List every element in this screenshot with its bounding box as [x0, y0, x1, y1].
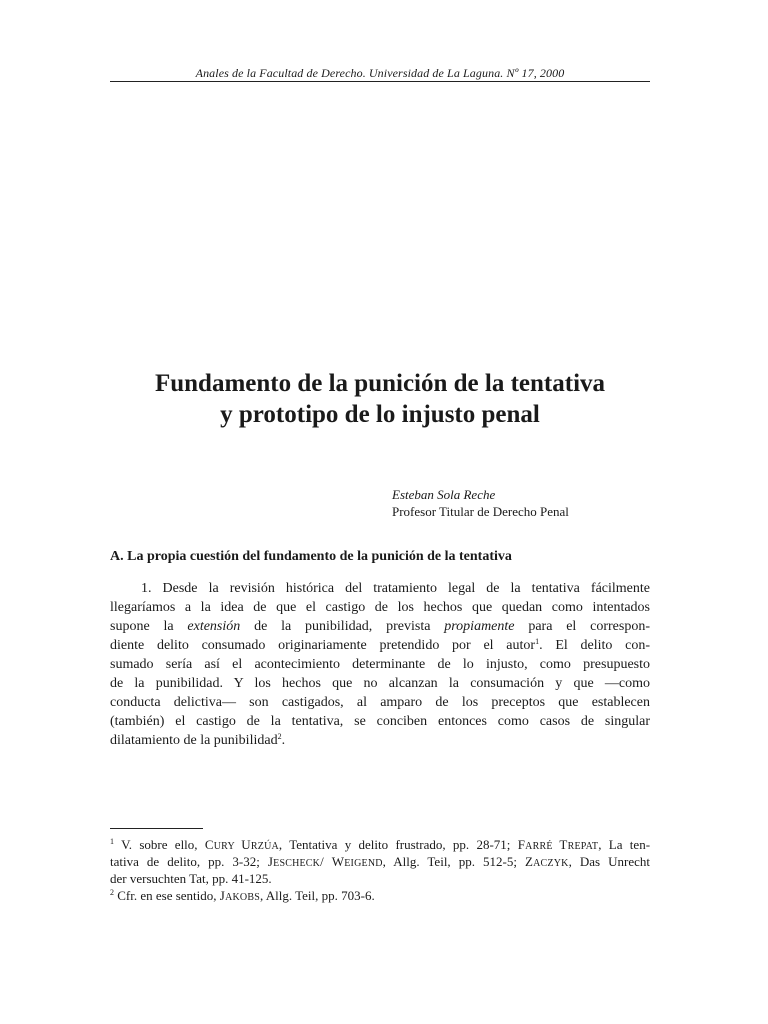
body-line: sumado sería así el acontecimiento determinante de lo injusto, como presupuesto: [110, 657, 650, 672]
body-line: [110, 636, 650, 655]
text-run: supone la: [110, 619, 188, 634]
text-run: , Tentativa y delito frustrado, pp. 28-71;: [278, 837, 518, 852]
text-run: .: [281, 733, 286, 748]
footnote-rule: [110, 828, 203, 829]
article-title: [90, 368, 670, 430]
body-line: llegaríamos a la idea de que el castigo de los hechos que quedan como intentados: [110, 600, 650, 615]
text-run: Cfr. en ese sentido,: [114, 888, 220, 903]
body-line: 1. Desde la revisión histórica del tratamiento legal de la tentativa fácilmente: [141, 581, 650, 596]
author-smallcaps: ZACZYK: [524, 854, 569, 869]
text-run: de la punibilidad, prevista: [240, 619, 445, 634]
title-line-1: Fundamento de la punición de la tentativa: [154, 370, 606, 397]
body-paragraph: [110, 579, 650, 750]
text-run: , La ten-: [598, 837, 651, 852]
text-run: , Allg. Teil, pp. 512-5;: [382, 854, 525, 869]
text-run: dilatamiento de la punibilidad: [110, 733, 278, 748]
author-smallcaps: CURY URZÚA: [204, 837, 279, 852]
footnote-number: 1: [110, 837, 114, 846]
text-run: . El delito con-: [539, 638, 651, 653]
footnote-1-line: der versuchten Tat, pp. 41-125.: [110, 871, 272, 886]
section-heading: A. La propia cuestión del fundamento de la punición de la tentativa: [110, 549, 512, 564]
footnote-ref-2: 2: [277, 732, 282, 741]
byline: [392, 486, 569, 520]
text-run: para el correspon-: [514, 619, 650, 634]
emphasis-propiamente: propiamente: [444, 619, 515, 634]
footnotes: [110, 836, 650, 904]
footnote-number: 2: [110, 888, 114, 897]
body-line: [110, 617, 650, 636]
text-run: , Das Unrecht: [568, 854, 650, 869]
header-rule: [110, 81, 650, 82]
text-run: /: [320, 854, 332, 869]
text-run: , Allg. Teil, pp. 703-6.: [259, 888, 375, 903]
footnote-1-line: [110, 836, 650, 853]
author-smallcaps: FARRÉ TREPAT: [517, 837, 599, 852]
body-line: [110, 731, 650, 750]
body-line: conducta delictiva— son castigados, al amparo de los preceptos que establecen: [110, 695, 650, 710]
emphasis-extension: extensión: [187, 619, 241, 634]
author-smallcaps: JESCHECK: [267, 854, 321, 869]
author-smallcaps: WEIGEND: [331, 854, 383, 869]
footnote-1-line: [110, 853, 650, 870]
body-line: (también) el castigo de la tentativa, se conciben entonces como casos de singular: [110, 714, 650, 729]
author-smallcaps: JAKOBS: [219, 888, 260, 903]
body-line: de la punibilidad. Y los hechos que no alcanzan la consumación y que —como: [110, 676, 650, 691]
footnote-ref-1: 1: [535, 637, 540, 646]
author-affiliation: Profesor Titular de Derecho Penal: [392, 504, 569, 519]
author-name: Esteban Sola Reche: [392, 487, 496, 502]
footnote-2-line: [110, 887, 650, 904]
text-run: V. sobre ello,: [114, 837, 205, 852]
title-line-2: y prototipo de lo injusto penal: [220, 401, 540, 428]
text-run: tativa de delito, pp. 3-32;: [110, 854, 268, 869]
text-run: diente delito consumado originariamente pretendido por el autor: [110, 638, 536, 653]
running-header: Anales de la Facultad de Derecho. Universidad de La Laguna. Nº 17, 2000: [195, 66, 565, 80]
